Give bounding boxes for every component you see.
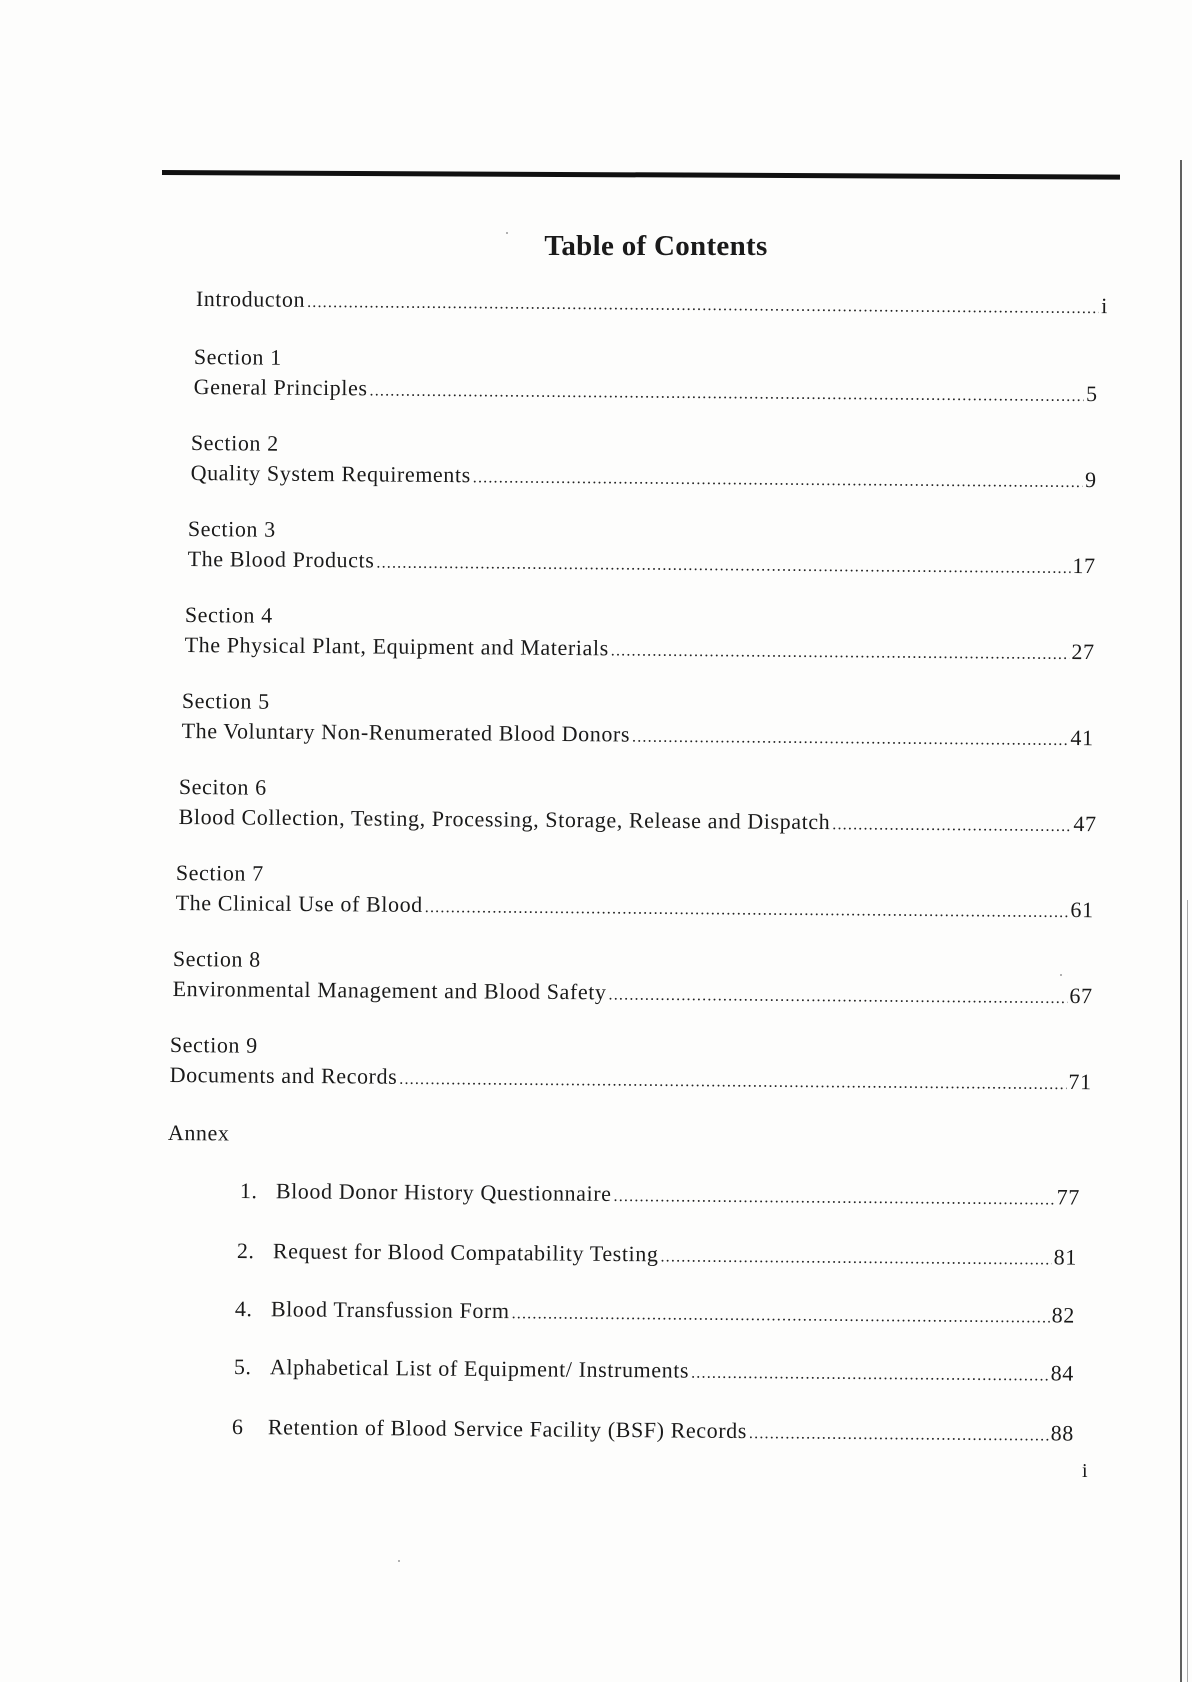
dot-leader: [425, 893, 1069, 928]
dot-leader: [376, 548, 1070, 583]
toc-entry-introduction: [196, 284, 1108, 324]
entry-title: Introducton: [195, 285, 306, 312]
dot-leader: [613, 1182, 1054, 1215]
toc-entry-annex-4: [235, 1294, 1075, 1334]
entry-page: 88: [1050, 1420, 1074, 1446]
entry-page: 17: [1072, 552, 1096, 579]
entry-page: 27: [1071, 638, 1095, 665]
scan-speck: [1060, 974, 1062, 976]
entry-title: The Physical Plant, Equipment and Materials: [184, 631, 609, 661]
entry-page: 81: [1053, 1244, 1077, 1270]
entry-title: Documents and Records: [169, 1061, 398, 1089]
annex-number: 6: [231, 1413, 244, 1440]
dot-leader: [611, 636, 1070, 670]
entry-title: The Blood Products: [187, 545, 375, 573]
entry-page: 41: [1070, 724, 1094, 751]
annex-number: 4.: [234, 1295, 253, 1322]
dot-leader: [660, 1242, 1051, 1275]
dot-leader: [691, 1359, 1049, 1392]
toc-entry-annex-2: [237, 1236, 1077, 1276]
dot-leader: [511, 1299, 1049, 1333]
entry-page: 9: [1084, 467, 1097, 493]
entry-title: General Principles: [193, 373, 368, 401]
toc-entry-section-6: [179, 772, 1097, 842]
toc-entry-section-3: [188, 514, 1096, 584]
toc-entry-section-8: [173, 944, 1093, 1014]
entry-title: Quality System Requirements: [190, 459, 471, 488]
dot-leader: [307, 288, 1099, 324]
entry-title: The Voluntary Non-Renumerated Blood Donors: [181, 717, 631, 747]
section-label: Section 3: [187, 515, 276, 542]
entry-page: 61: [1070, 897, 1094, 923]
entry-page: i: [1101, 293, 1108, 319]
entry-page: 5: [1085, 381, 1098, 407]
entry-title: Blood Collection, Testing, Processing, Storage, Release and Dispatch: [178, 803, 831, 835]
dot-leader: [399, 1065, 1066, 1100]
toc-entry-annex-6: [232, 1412, 1074, 1452]
toc-entry-section-1: [194, 342, 1098, 412]
toc-entry-section-2: [191, 428, 1097, 498]
entry-title: Environmental Management and Blood Safety: [172, 975, 607, 1005]
section-label: Section 9: [169, 1031, 258, 1058]
entry-page: 71: [1068, 1069, 1092, 1095]
entry-title: Blood Transfussion Form: [270, 1296, 510, 1324]
annex-number: 5.: [233, 1353, 252, 1380]
page-title: Table of Contents: [544, 230, 768, 262]
entry-page: 67: [1069, 983, 1093, 1009]
entry-page: 77: [1056, 1184, 1080, 1210]
scan-speck: [398, 1560, 400, 1562]
dot-leader: [749, 1419, 1049, 1451]
dot-leader: [473, 463, 1083, 498]
toc-entry-annex-1: [240, 1176, 1080, 1216]
section-label: Section 2: [190, 429, 279, 456]
entry-page: 84: [1050, 1360, 1074, 1386]
annex-heading: Annex: [167, 1120, 230, 1146]
entry-title: Request for Blood Compatability Testing: [272, 1238, 659, 1267]
dot-leader: [632, 723, 1069, 756]
toc-entry-section-9: [170, 1030, 1092, 1100]
section-label: Section 8: [172, 945, 261, 972]
toc-entry-section-5: [182, 686, 1094, 756]
entry-page: 47: [1073, 811, 1097, 837]
section-label: Section 4: [184, 601, 273, 628]
section-label: Seciton 6: [178, 773, 267, 800]
annex-number: 1.: [239, 1177, 258, 1204]
scan-speck: [506, 232, 508, 234]
toc-entry-annex-5: [234, 1352, 1074, 1392]
dot-leader: [369, 376, 1084, 412]
section-label: Section 5: [181, 687, 270, 714]
toc-entry-section-7: [176, 858, 1094, 928]
toc-entry-section-4: [185, 600, 1095, 670]
entry-title: Alphabetical List of Equipment/ Instruments: [269, 1354, 690, 1383]
annex-number: 2.: [236, 1237, 255, 1264]
entry-title: Blood Donor History Questionnaire: [275, 1178, 612, 1206]
entry-title: The Clinical Use of Blood: [175, 889, 423, 917]
dot-leader: [608, 980, 1067, 1014]
entry-title: Retention of Blood Service Facility (BSF) Records: [267, 1414, 748, 1444]
section-label: Section 7: [175, 859, 264, 886]
dot-leader: [832, 810, 1071, 842]
entry-page: 82: [1051, 1302, 1075, 1328]
section-label: Section 1: [193, 343, 282, 370]
page-number: i: [1082, 1460, 1088, 1482]
